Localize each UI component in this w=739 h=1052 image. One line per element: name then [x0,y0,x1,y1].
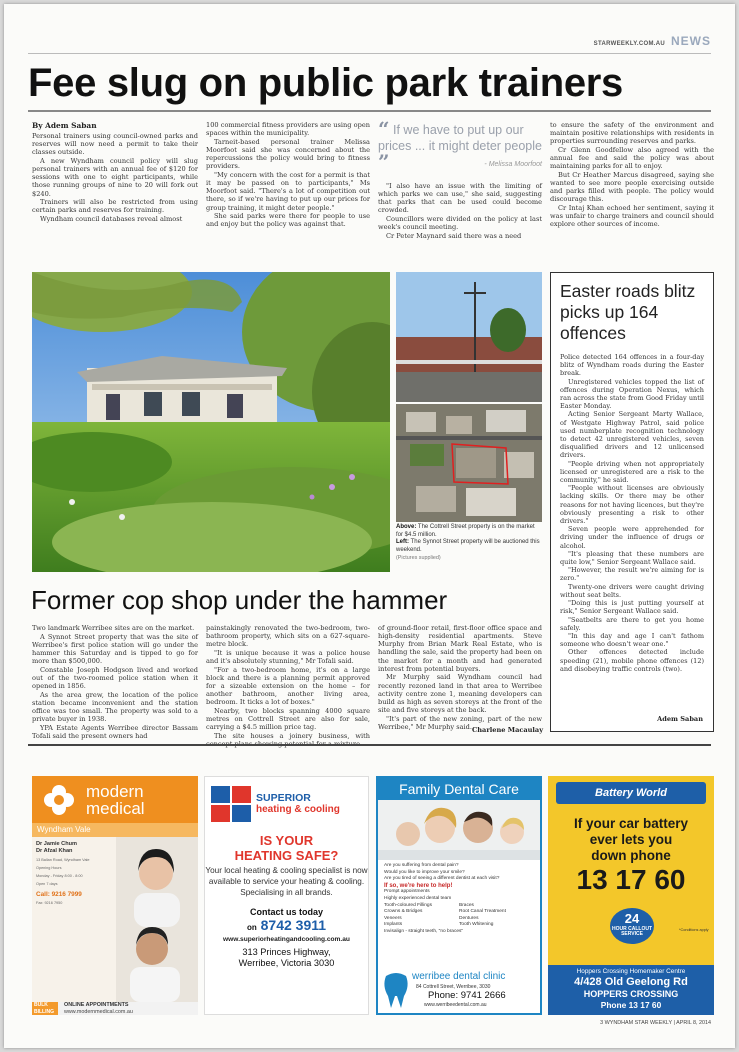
cottrell-street-photo [396,272,542,402]
article2-paragraph: A Synnot Street property that was the site of Werribee's first police station will go under the hammer this Saturday and is tipped to go for more than $500,000. [32,632,198,666]
pull-quote-text: If we have to put up our prices ... it might deter people [378,123,542,153]
family-dental-ad[interactable] [376,776,542,1015]
article2-paragraph: Mr Murphy said Wyndham council had recently rezoned land in that area to Werribee activity centre zone 1, meaning developers can build as high as seven storeys at the front of the site and five storeys at the back. [378,673,542,715]
article1-column-3 [378,182,542,241]
article2-paragraph: of ground-floor retail, first-floor office space and high-density residential apartments. Steve Murphy from Brian Mark Real Estate, who is handling the sale, said the property had been on the market for a month and had generated interest from potential buyers. [378,624,542,673]
clinic-fax: Fax: 9216 7950 [36,901,63,905]
secondary-headline: Former cop shop under the hammer [31,585,448,615]
sidebar-paragraph: "People driving when not appropriately licensed or unregistered are a risk to the community," he said. [560,459,704,485]
dental-phone[interactable]: Phone: 9741 2666 [428,990,506,1001]
article1-paragraph: Personal trainers using council-owned parks and reserves will now need a permit to take their classes outside. [32,132,198,157]
easter-roads-sidebar [550,272,714,732]
sidebar-paragraph: "Doing this is just putting yourself at risk," Senior Sergeant Wallace said. [560,599,704,616]
sidebar-title: Easter roads blitz picks up 164 offences [560,281,696,343]
article2-paragraph: Two landmark Werribee sites are on the market. [32,624,195,632]
article1-paragraph: Cr Glenn Goodfellow also agreed with the annual fee and said the policy was about maintaining parks for all to enjoy. [550,145,714,171]
doctors-image [116,837,198,1002]
dental-service: Dentures [459,915,479,921]
family-image [378,800,540,860]
battery-centre: Hoppers Crossing Homemaker Centre [576,968,686,975]
online-appointments[interactable] [58,1002,133,1015]
badge-hours: 24 [624,911,640,926]
dental-title: Family Dental Care [378,778,540,800]
dental-help: If so, we're here to help! [384,882,453,889]
dental-point-2: Highly experienced dental team [384,895,452,901]
superior-heating-ad[interactable] [204,776,369,1015]
article2-column-2 [206,624,370,749]
modern-medical-ad[interactable] [32,776,198,1015]
dental-service: Braces [459,902,474,908]
modern-medical-url[interactable]: www.modernmedical.com.au [64,1008,133,1015]
dental-question-2: Would you like to improve your smile? [384,869,465,875]
dental-url[interactable]: www.werribeedental.com.au [424,1002,487,1008]
aerial-image [396,404,542,522]
article1-paragraph: Tarneit-based personal trainer Melissa Moorfoot said she was concerned about the repercussions the policy would bring to fitness providers. [206,137,370,171]
doctor-2: Dr Afzal Khan [36,848,73,854]
dental-point-1: Prompt appointments [384,889,430,895]
article1-paragraph: Wyndham council databases reveal almost [40,215,183,224]
brand-line-2: medical [86,798,145,818]
battery-message-line-1: If your car battery [573,816,689,831]
superior-brand: SUPERIOR [256,792,311,804]
dental-service: Tooth-coloured Fillings [384,902,432,908]
caption-credit: (Pictures supplied) [396,555,441,562]
article1-paragraph: Cr Peter Maynard said there was a need [386,231,522,240]
sidebar-paragraph: Police detected 164 offences in a four-day blitz of Wyndham roads during the Easter break. [560,353,704,378]
sidebar-paragraph: Other offences detected include speeding (21), mobile phone offences (12) and disobeying traffic controls (two). [560,648,704,673]
clinic-address: 13 Ballan Road, Wyndham Vale [36,858,90,862]
superior-text: Your local heating & cooling specialist is now available to service your heating & cooling. Specialising in all brands. [205,866,368,897]
battery-message-line-3: down phone [591,848,671,863]
dental-question-1: Are you suffering from dental pain? [384,863,459,868]
sidebar-paragraph: "It's pleasing that these numbers are quite low," Senior Sergeant Wallace said. [560,549,704,567]
superior-logo [205,777,368,823]
sidebar-paragraph: Seven people were apprehended for driving under the influence of drugs or alcohol. [560,525,704,550]
superior-address-2: Werribee, Victoria 3030 [238,958,335,968]
article2-paragraph: "It is unique because it was a police house and it's absolutely stunning," Mr Tofali said. [206,648,370,666]
superior-sub: heating & cooling [256,804,340,815]
article2-paragraph: "For a two-bedroom home, it's on a large block and there is a planning permit approved for a sizeable extension on the home – for another bathroom, another living area, bedroom. It ticks a lot of boxes." [206,665,370,707]
article2-paragraph: "It's part of the new zoning, part of the new Werribee," Mr Murphy said. [378,714,542,731]
sidebar-paragraph: "People without licenses are obviously lacking skills. Or there may be other reasons for not having licences, but they're obviously presenting a risk to other drivers." [560,484,704,526]
battery-message-line-2: ever lets you [589,832,673,847]
open-quote-icon: “ [378,117,390,141]
modern-medical-details [32,837,116,1002]
article1-column-2 [206,121,370,229]
battery-phone-number[interactable]: 13 17 60 [576,864,686,895]
dental-address: 84 Cottrell Street, Werribee, 3030 [416,984,491,990]
masthead-site[interactable]: STARWEEKLY.COM.AU [593,41,665,47]
pull-quote-attribution: - Melissa Moorfoot [484,161,542,168]
close-quote-icon: ” [378,150,390,174]
article1-paragraph: But Cr Heather Marcus disagreed, saying she wanted to see more people exercising outside and parks filled with people. The policy would discourage this. [550,170,714,204]
superior-contact: Contact us today [249,907,323,917]
article1-paragraph: "My concern with the cost for a permit is that it may be passed on to participants," Ms Moorfoot said. "There's a lot of competition out there, so if we're having to put up our prices for group training, it might deter people." [206,170,370,212]
ads-divider [28,744,711,746]
battery-phone[interactable]: Phone 13 17 60 [600,1000,662,1010]
appointments-label: ONLINE APPOINTMENTS [64,1002,129,1008]
callout-badge [610,908,654,944]
page-footer: 3 WYNDHAM STAR WEEKLY | APRIL 8, 2014 [600,1020,711,1026]
headline-rule [28,110,711,112]
hours-title: Opening Hours [36,866,62,870]
modern-medical-header [32,776,198,823]
article1-column-1 [32,132,198,224]
top-rule [28,53,711,54]
superior-squares-icon [211,786,251,822]
synnot-street-aerial-photo [396,404,542,522]
dental-clinic-name: werribee dental clinic [412,971,506,982]
caption-above-label: Above: [396,524,417,530]
article1-paragraph: She said parks were there for people to use and enjoy but the policy was against that. [206,212,370,229]
modern-medical-location: Wyndham Vale [32,823,198,837]
clinic-phone[interactable]: Call: 9216 7999 [36,891,82,898]
masthead [594,34,711,48]
article2-paragraph: The site houses a joinery business, with [214,732,370,741]
article1-paragraph: Trainers will also be restricted from using certain parks and reserves for training. [32,198,198,215]
doctors-photo [116,837,198,1002]
sidebar-paragraph: Twenty-one drivers were caught driving without seat belts. [560,582,704,599]
battery-world-brand: Battery World [595,787,667,799]
article2-paragraph: painstakingly renovated the two-bedroom, two-bathroom property, which sits on a 627-square-metre block. [206,624,370,649]
sidebar-author: Adem Saban [657,715,703,723]
article1-column-4 [550,121,714,229]
superior-phone-number[interactable]: 8742 3911 [260,917,327,933]
dental-service: Crowns & Bridges [384,909,423,915]
brand-line-1: modern [86,781,144,801]
police-house-image [32,272,390,572]
superior-address-1: 313 Princes Highway, [242,947,331,957]
photo-caption [396,524,542,563]
article2-column-3 [378,624,542,732]
superior-url[interactable]: www.superiorheatingandcooling.com.au [223,936,350,943]
byline: By Adem Saban [32,121,97,130]
caption-above-text: The Cottrell Street property is on the market for $4.5 million. [396,524,535,538]
article1-paragraph: to ensure the safety of the environment and maintain positive relationships with residents in properties surrounding reserves and parks. [550,121,714,146]
dental-service-invisalign: Invisalign - straight teeth, "no braces" [384,928,464,934]
cottrell-street-image [396,272,542,402]
article2-paragraph: Nearby, two blocks spanning 4000 square metres on Cottrell Street are also for sale, carrying a $4.5 million price tag. [206,707,370,732]
battery-suburb: HOPPERS CROSSING [583,989,679,999]
battery-street: 4/428 Old Geelong Rd [574,976,688,988]
article2-paragraph: As the area grew, the location of the police station became inconvenient and the station office was too small. The property was sold to a private buyer in 1938. [32,690,198,724]
article2-paragraph: YPA Estate Agents Werribee director Bassam Tofali said the present owners had [32,723,198,741]
caption-left-label: Left: [396,539,409,546]
hours-extra: Open 7 days [36,882,58,886]
hours-text: Monday - Friday 8:00 - 8:00 [36,874,83,878]
dental-service: Tooth Whitening [459,922,494,928]
dental-question-3: Are you tired of seeing a different dentist at each visit? [384,876,500,882]
article1-paragraph: A new Wyndham council policy will slug personal trainers with an annual fee of $120 for sessions with one to eight participants, while those running groups of nine to 20 will fork out $240. [32,156,198,198]
superior-question-2: HEATING SAFE? [234,848,339,863]
battery-conditions: *Conditions apply [679,928,709,932]
battery-world-ad[interactable] [548,776,714,1015]
sidebar-paragraph: Unregistered vehicles topped the list of offences during Operation Nexus, which ran across the state from Good Friday until Easter Monday. [560,377,704,411]
superior-question-1: IS YOUR [259,833,314,848]
article1-paragraph: 100 commercial fitness providers are using open spaces within the municipality. [206,121,370,138]
battery-address-strip [548,965,714,1015]
battery-message [548,816,714,864]
article1-paragraph: Councillors were divided on the policy at last week's council meeting. [378,215,542,232]
newspaper-page [4,4,735,1048]
article2-author: Charlene Macaulay [472,726,544,734]
superior-phone[interactable] [205,917,368,933]
medical-cross-logo-icon [42,783,76,817]
sidebar-body [560,353,704,673]
tooth-icon [382,970,410,1010]
caption-left-text: The Synnot Street property will be auctioned this weekend. [396,539,540,553]
modern-medical-footer [32,1002,198,1015]
badge-text: HOUR CALLOUT SERVICE [612,926,652,937]
main-headline: Fee slug on public park trainers [28,61,623,105]
sidebar-paragraph: "Seatbelts are there to get you home safely. [560,615,704,632]
modern-medical-brand [86,783,145,817]
bulk-billing-badge: BULK BILLING [32,1002,58,1015]
masthead-section: NEWS [671,34,711,48]
sidebar-paragraph: "However, the result we're aiming for is zero." [560,566,704,583]
sidebar-paragraph: "In this day and age I can't fathom someone who doesn't wear one." [560,631,704,649]
doctor-1: Dr Jamie Chum [36,841,78,847]
article1-paragraph: Cr Intaj Khan echoed her sentiment, saying it was unfair to charge trainers and council should explore other sources of income. [550,204,714,229]
article2-column-1 [32,624,198,741]
article2-paragraph: Constable Joseph Hodgson lived and worked out of the two-roomed police station when it opened in 1856. [32,665,198,691]
article1-paragraph: "I also have an issue with the limiting of which parks we can use," she said, suggesting that parks that can be used could become crowded. [378,182,542,215]
police-house-photo [32,272,390,572]
dental-service: Veneers [384,915,402,921]
dental-service: Implants [384,922,403,928]
dental-info-list [378,860,540,939]
sidebar-paragraph: Acting Senior Sergeant Marty Wallace, of Westgate Highway Patrol, said police used numberplate recognition technology to detect 42 unregistered vehicles, seven disqualified drivers and 12 unlicensed drivers. [560,410,704,460]
phone-on-label: on [246,923,257,932]
dental-service: Root Canal Treatment [459,909,506,915]
dental-family-photo [378,800,540,860]
pull-quote [378,117,542,174]
dental-footer [378,967,540,1013]
battery-world-logo [556,782,706,804]
dental-services [384,903,534,929]
